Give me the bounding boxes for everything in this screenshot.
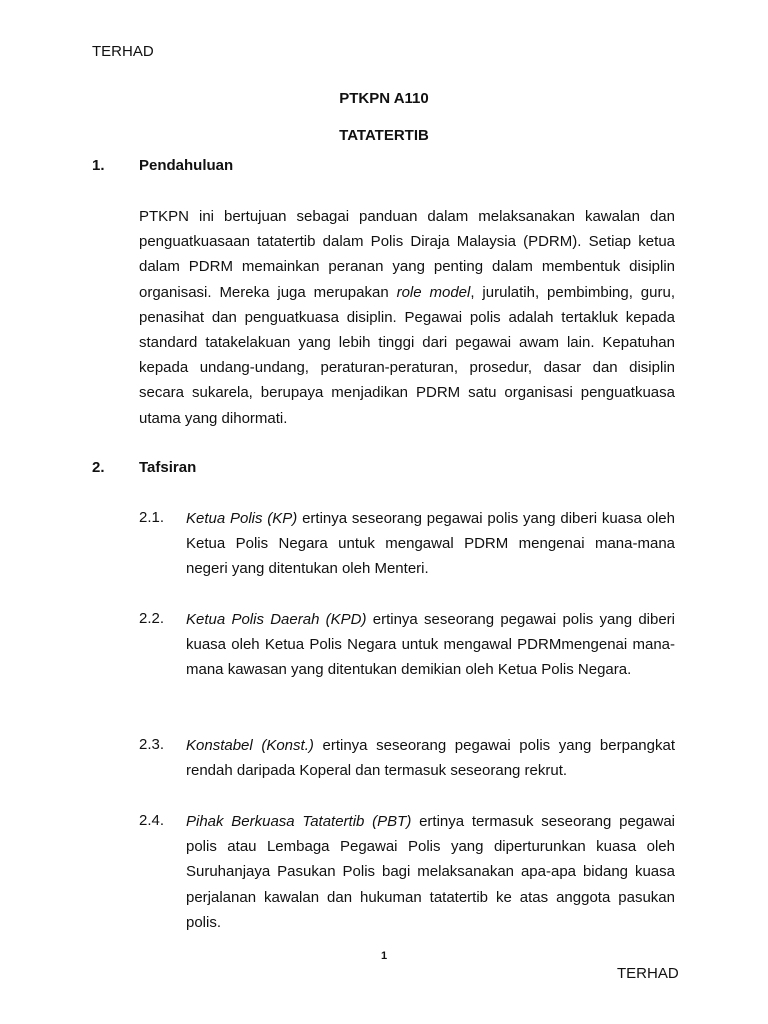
definition-term: Ketua Polis Daerah (KPD) [186, 611, 367, 628]
section-number: 2. [92, 459, 105, 476]
definition-term: Konstabel (Konst.) [186, 737, 314, 754]
classification-footer: TERHAD [617, 965, 679, 982]
definition-text: ertinya seseorang pegawai polis yang berpangkat rendah daripada Koperal dan termasuk seseorang rekrut. [186, 737, 675, 780]
definition-term: Ketua Polis (KP) [186, 510, 298, 527]
definition-term: Pihak Berkuasa Tatatertib (PBT) [186, 813, 412, 830]
paragraph-text: , jurulatih, pembimbing, guru, penasihat dan penguatkuasa disiplin. Pegawai polis adalah tertakluk kepada standard tatakelakuan yang lebih tinggi dari pegawai awam lain. Kepatuhan kepada undang-undang, peraturan-peraturan, prosedur, dasar dan disiplin secara sukarela, berupaya menjadikan PDRM satu organisasi penguatkuasa utama yang dihormati. [139, 283, 675, 427]
definition-item [186, 733, 675, 783]
classification-header: TERHAD [92, 43, 154, 60]
definition-item [186, 506, 675, 582]
definition-number: 2.1. [139, 509, 165, 526]
emphasis-text: role model [396, 283, 471, 301]
section-title: Pendahuluan [139, 157, 234, 174]
definition-number: 2.3. [139, 736, 165, 753]
definition-item [186, 809, 675, 935]
definition-number: 2.4. [139, 812, 165, 829]
introduction-paragraph [139, 204, 675, 431]
section-number: 1. [92, 157, 105, 174]
definition-text: ertinya seseorang pegawai polis yang diberi kuasa oleh Ketua Polis Negara untuk mengawal PDRM mengenai mana-mana negeri yang ditentukan oleh Menteri. [186, 510, 675, 578]
document-code: PTKPN A110 [339, 90, 429, 107]
definition-text: ertinya seseorang pegawai polis yang diberi kuasa oleh Ketua Polis Negara untuk mengawal PDRMmengenai mana-mana kawasan yang ditentukan demikian oleh Ketua Polis Negara. [186, 611, 676, 679]
section-title: Tafsiran [139, 459, 197, 476]
definition-number: 2.2. [139, 610, 165, 627]
page-number: 1 [380, 950, 388, 962]
paragraph-text: PTKPN ini bertujuan sebagai panduan dalam melaksanakan kawalan dan penguatkuasaan tatatertib dalam Polis Diraja Malaysia (PDRM). Setiap ketua dalam PDRM memainkan peranan yang penting dalam membentuk disiplin organisasi. Mereka juga merupakan [139, 208, 675, 301]
document-subject: TATATERTIB [339, 127, 429, 144]
definition-item [186, 607, 675, 683]
definition-text: ertinya termasuk seseorang pegawai polis atau Lembaga Pegawai Polis yang diperturunkan kuasa oleh Suruhanjaya Pasukan Polis bagi melaksanakan apa-apa bidang kuasa perjalanan kawalan dan hukuman tatatertib ke atas anggota pasukan polis. [186, 813, 675, 931]
